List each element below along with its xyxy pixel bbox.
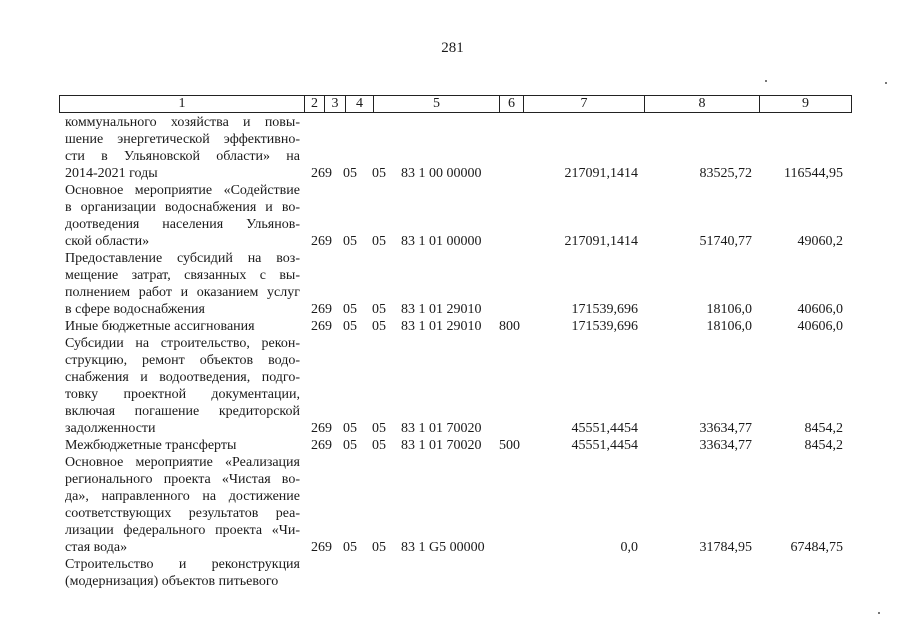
header-col-7: 7 <box>524 96 645 112</box>
description-line: полнением работ и оказанием услуг <box>65 285 300 300</box>
cell-c9: 49060,2 <box>797 234 843 249</box>
table-header <box>59 95 852 113</box>
table-row <box>0 318 905 335</box>
cell-c5: 83 1 G5 00000 <box>401 540 485 555</box>
cell-c7: 217091,1414 <box>564 166 638 181</box>
cell-c2: 269 <box>311 319 332 334</box>
description-line: ской области» <box>65 234 150 249</box>
cell-c3: 05 <box>343 421 357 436</box>
cell-c2: 269 <box>311 540 332 555</box>
description-line: включая погашение кредиторской <box>65 404 300 419</box>
cell-c9: 67484,75 <box>790 540 843 555</box>
cell-c9: 40606,0 <box>797 319 843 334</box>
cell-c9: 116544,95 <box>784 166 843 181</box>
description-line: Предоставление субсидий на воз- <box>65 251 300 266</box>
cell-c8: 33634,77 <box>699 438 752 453</box>
cell-c5: 83 1 01 00000 <box>401 234 482 249</box>
cell-c8: 51740,77 <box>699 234 752 249</box>
description-line: Основное мероприятие «Содействие <box>65 183 300 198</box>
description-line: Основное мероприятие «Реализация <box>65 455 300 470</box>
cell-c3: 05 <box>343 302 357 317</box>
cell-c5: 83 1 00 00000 <box>401 166 482 181</box>
cell-c8: 31784,95 <box>699 540 752 555</box>
cell-c7: 0,0 <box>620 540 638 555</box>
table-row <box>0 335 905 437</box>
cell-c6: 500 <box>499 438 520 453</box>
cell-c5: 83 1 01 70020 <box>401 438 482 453</box>
row-description <box>65 335 300 437</box>
description-line: стая вода» <box>65 540 128 555</box>
cell-c9: 8454,2 <box>804 438 843 453</box>
cell-c5: 83 1 01 29010 <box>401 319 482 334</box>
description-line: Строительство и реконструкция <box>65 557 300 572</box>
description-line: да», направленного на достижение <box>65 489 300 504</box>
cell-c7: 171539,696 <box>571 302 638 317</box>
cell-c7: 217091,1414 <box>564 234 638 249</box>
cell-c9: 40606,0 <box>797 302 843 317</box>
cell-c7: 45551,4454 <box>571 421 638 436</box>
header-col-6: 6 <box>500 96 524 112</box>
cell-c8: 33634,77 <box>699 421 752 436</box>
description-line: снабжения и водоотведения, подго- <box>65 370 300 385</box>
cell-c5: 83 1 01 29010 <box>401 302 482 317</box>
row-description <box>65 556 300 590</box>
cell-c4: 05 <box>372 540 386 555</box>
scan-speck <box>885 82 887 84</box>
cell-c2: 269 <box>311 421 332 436</box>
header-col-3: 3 <box>325 96 346 112</box>
cell-c4: 05 <box>372 438 386 453</box>
description-line: в организации водоснабжения и во- <box>65 200 300 215</box>
header-col-4: 4 <box>346 96 374 112</box>
description-line: лизации федерального проекта «Чи- <box>65 523 300 538</box>
table-row <box>0 182 905 250</box>
cell-c3: 05 <box>343 540 357 555</box>
cell-c4: 05 <box>372 234 386 249</box>
cell-c5: 83 1 01 70020 <box>401 421 482 436</box>
row-description <box>65 318 300 335</box>
table-row <box>0 114 905 182</box>
header-col-8: 8 <box>645 96 760 112</box>
cell-c7: 45551,4454 <box>571 438 638 453</box>
header-col-5: 5 <box>374 96 500 112</box>
description-line: мещение затрат, связанных с вы- <box>65 268 300 283</box>
cell-c2: 269 <box>311 166 332 181</box>
row-description <box>65 454 300 556</box>
description-line: регионального проекта «Чистая во- <box>65 472 300 487</box>
table-row <box>0 437 905 454</box>
page-number: 281 <box>441 40 464 56</box>
row-description <box>65 437 300 454</box>
description-line: струкцию, ремонт объектов водо- <box>65 353 300 368</box>
cell-c7: 171539,696 <box>571 319 638 334</box>
cell-c2: 269 <box>311 234 332 249</box>
description-line: Межбюджетные трансферты <box>65 438 237 453</box>
cell-c4: 05 <box>372 166 386 181</box>
description-line: сти в Ульяновской области» на <box>65 149 300 164</box>
description-line: (модернизация) объектов питьевого <box>65 574 279 589</box>
description-line: задолженности <box>65 421 156 436</box>
description-line: в сфере водоснабжения <box>65 302 205 317</box>
cell-c8: 18106,0 <box>706 319 752 334</box>
row-description <box>65 114 300 182</box>
table-row <box>0 250 905 318</box>
cell-c9: 8454,2 <box>804 421 843 436</box>
cell-c2: 269 <box>311 302 332 317</box>
description-line: Субсидии на строительство, рекон- <box>65 336 300 351</box>
cell-c4: 05 <box>372 319 386 334</box>
cell-c8: 83525,72 <box>699 166 752 181</box>
cell-c3: 05 <box>343 319 357 334</box>
description-line: Иные бюджетные ассигнования <box>65 319 255 334</box>
table-row <box>0 556 905 590</box>
cell-c4: 05 <box>372 302 386 317</box>
cell-c3: 05 <box>343 166 357 181</box>
description-line: соответствующих результатов реа- <box>65 506 300 521</box>
scan-speck <box>878 612 880 614</box>
description-line: 2014-2021 годы <box>65 166 158 181</box>
row-description <box>65 182 300 250</box>
cell-c8: 18106,0 <box>706 302 752 317</box>
cell-c3: 05 <box>343 234 357 249</box>
cell-c6: 800 <box>499 319 520 334</box>
table-row <box>0 454 905 556</box>
description-line: доотведения населения Ульянов- <box>65 217 300 232</box>
description-line: шение энергетической эффективно- <box>65 132 300 147</box>
cell-c3: 05 <box>343 438 357 453</box>
row-description <box>65 250 300 318</box>
scan-speck <box>765 80 767 82</box>
description-line: товку проектной документации, <box>65 387 300 402</box>
description-line: коммунального хозяйства и повы- <box>65 115 300 130</box>
header-col-9: 9 <box>760 96 852 112</box>
cell-c4: 05 <box>372 421 386 436</box>
cell-c2: 269 <box>311 438 332 453</box>
header-col-2: 2 <box>305 96 325 112</box>
header-col-1: 1 <box>60 96 305 112</box>
